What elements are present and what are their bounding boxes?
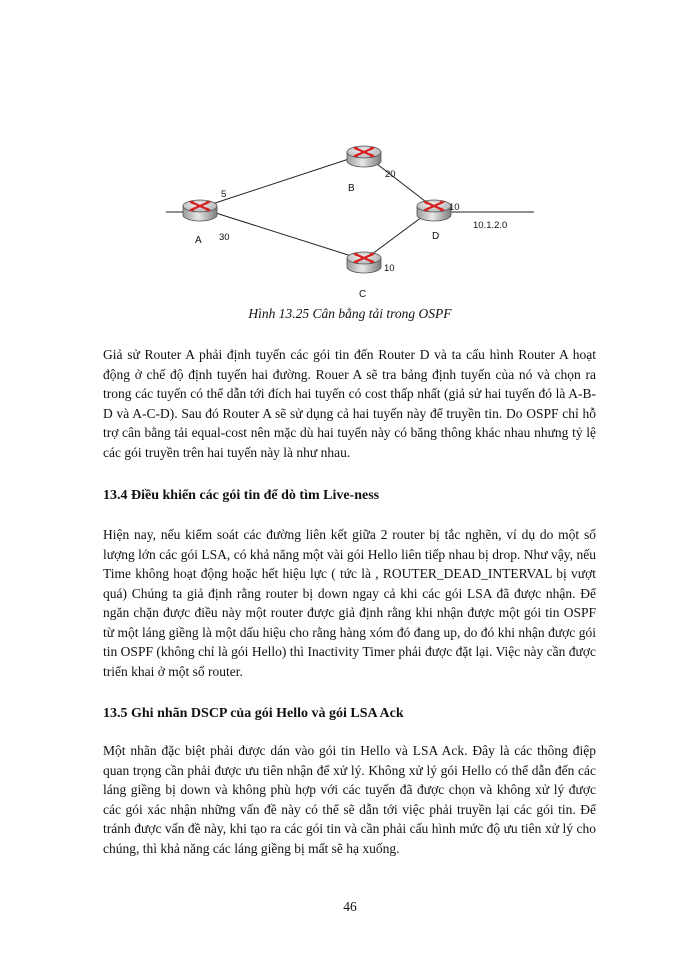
- heading-section-13-5: 13.5 Ghi nhãn DSCP của gói Hello và gói LSA Ack: [103, 706, 404, 721]
- router-b-icon: [347, 146, 381, 167]
- router-c-label: C: [359, 289, 367, 300]
- cost-c-d: 10: [384, 263, 395, 274]
- paragraph-dscp: Một nhãn đặc biệt phải được dán vào gói tin Hello và LSA Ack. Đây là các thông điệp quan trọng cần phải được ưu tiên nhận để xử lý. Không xử lý gói Hello có thể dẫn đến các láng giềng bị down và không phù hợp với các tuyến đã được chọn và không xử lý được các gói xác nhận những vấn đề này có thể sẽ dẫn tới việc phải truyền lại các gói tin. Để tránh được vấn đề này, khi tạo ra các gói tin và cần phải cấu hình mức độ ưu tiên xử lý cho chúng, thì khả năng các láng giềng bị mất sẽ hạ xuống.: [103, 743, 596, 856]
- cost-d-out: 10: [449, 202, 460, 213]
- paragraph-liveness: Hiện nay, nếu kiểm soát các đường liên kết giữa 2 router bị tắc nghẽn, ví dụ do một số lượng lớn các gói LSA, có khả năng một vài gói Hello liên tiếp nhau bị drop. Như vậy, nếu Time không hoạt động hoặc hết hiệu lực ( tức là , ROUTER_DEAD_INTERVAL bị vượt quá) Chúng ta giả định rằng router bị down ngay cả khi các gói LSA đã được nhận. Để ngăn chặn được điều này một router được giả định rằng khi nhận được một gói tin OSPF từ một láng giềng là một dấu hiệu cho rằng hàng xóm đó đang up, do đó khi nhận được gói tin OSPF (không chỉ là gói Hello) thì Inactivity Timer phải được đặt lại. Việc này cần được triển khai ở một số router.: [103, 527, 596, 679]
- links: [166, 154, 534, 260]
- network-label: 10.1.2.0: [473, 220, 508, 231]
- figure-caption: Hình 13.25 Cân bằng tải trong OSPF: [248, 306, 452, 321]
- heading-section-13-4: 13.4 Điều khiển các gói tin để dò tìm Live-ness: [103, 488, 380, 503]
- page-number: 46: [343, 899, 357, 914]
- router-a-icon: [183, 200, 217, 221]
- paragraph-load-balancing: Giả sử Router A phải định tuyến các gói tin đến Router D và ta cấu hình Router A hoạt động ở chế độ định tuyến hai đường. Rouer A sẽ tra bảng định tuyến của nó và chọn ra trong các tuyến có thể dẫn tới đích hai tuyến có cost thấp nhất (giả sử hai tuyến đó là A-B-D và A-C-D). Sau đó Router A sẽ sử dụng cả hai tuyến này để truyền tin. Do OSPF chỉ hỗ trợ cân bằng tải equal-cost nên mặc dù hai tuyến này có băng thông khác nhau nhưng tỷ lệ các gói truyền trên hai tuyến này là như nhau.: [103, 347, 596, 460]
- router-c-icon: [347, 252, 381, 273]
- cost-a-b: 5: [221, 189, 227, 200]
- cost-a-c: 30: [219, 232, 230, 243]
- ospf-load-balancing-diagram: [150, 132, 550, 307]
- router-d-label: D: [432, 231, 440, 242]
- cost-b-d: 20: [385, 169, 396, 180]
- router-d-icon: [417, 200, 451, 221]
- router-b-label: B: [348, 183, 355, 194]
- router-a-label: A: [195, 235, 202, 246]
